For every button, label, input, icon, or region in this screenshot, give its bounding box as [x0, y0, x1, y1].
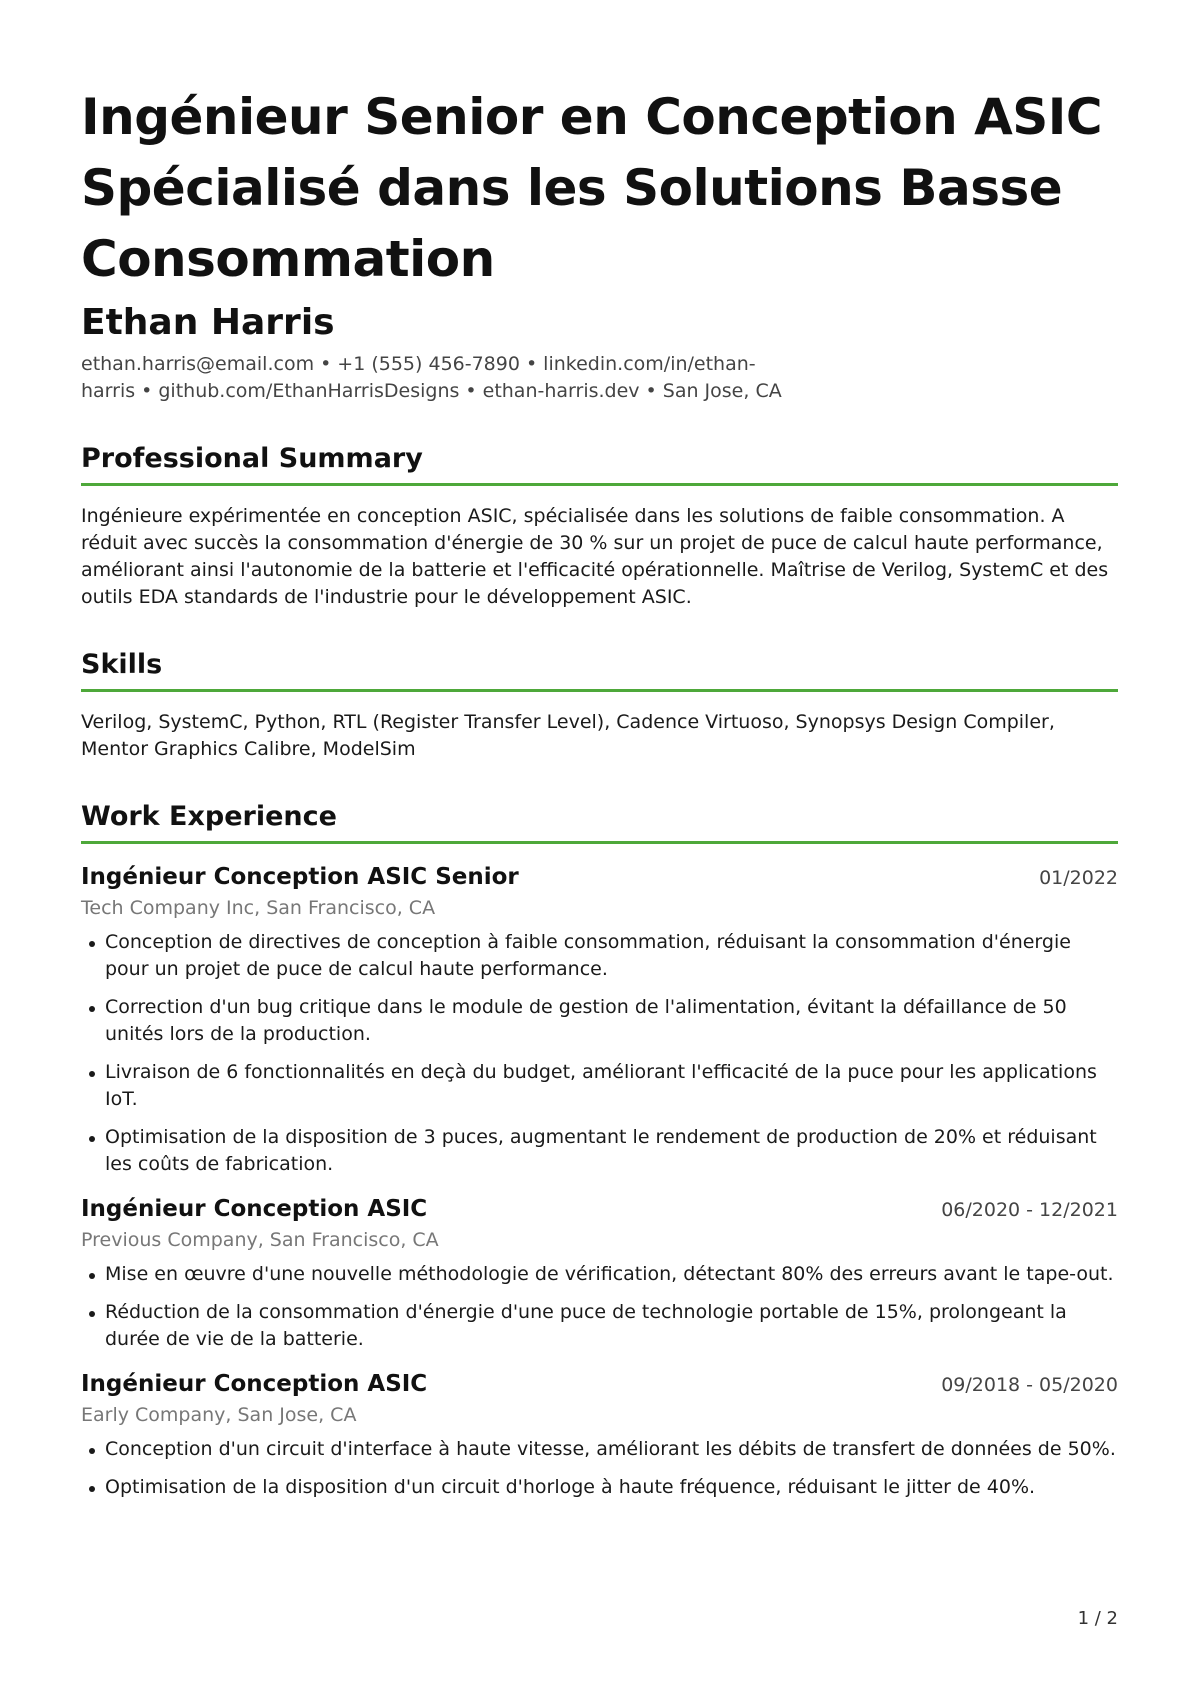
summary-text: Ingénieure expérimentée en conception ASIC, spécialisée dans les solutions de faible consommation. A réduit avec succès la consommation d'énergie de 30 % sur un projet de puce de calcul haute performance, améliorant ainsi l'autonomie de la batterie et l'efficacité opérationnelle. Maîtrise de Verilog, SystemC et des outils EDA standards de l'industrie pour le développement ASIC. [81, 505, 1109, 608]
job-title: Ingénieur Conception ASIC [81, 1371, 428, 1397]
contact-separator: • [141, 380, 153, 402]
contact-separator: • [645, 380, 657, 402]
job-title: Ingénieur Conception ASIC Senior [81, 864, 519, 890]
job-entry [81, 861, 1118, 1178]
job-date: 09/2018 - 05/2020 [941, 1374, 1118, 1396]
job-bullet: Optimisation de la disposition d'un circuit d'horloge à haute fréquence, réduisant le jitter de 40%. [81, 1474, 1118, 1501]
contact-separator: • [465, 380, 477, 402]
resume-title: Ingénieur Senior en Conception ASIC Spécialisé dans les Solutions Basse Consommation [81, 88, 1103, 288]
resume-page [81, 82, 1118, 1512]
job-title: Ingénieur Conception ASIC [81, 1196, 428, 1222]
contact-linkedin[interactable]: linkedin.com/in/ethan-harris [81, 353, 756, 402]
job-bullets [81, 929, 1118, 1178]
contact-github[interactable]: github.com/EthanHarrisDesigns [158, 380, 460, 402]
job-bullet: Mise en œuvre d'une nouvelle méthodologie de vérification, détectant 80% des erreurs avant le tape-out. [81, 1261, 1118, 1288]
job-company: Tech Company Inc, San Francisco, CA [81, 897, 436, 919]
job-bullet: Conception de directives de conception à faible consommation, réduisant la consommation d'énergie pour un projet de puce de calcul haute performance. [81, 929, 1118, 983]
contact-website[interactable]: ethan-harris.dev [482, 380, 640, 402]
contact-line [81, 351, 1118, 405]
skills-section [81, 647, 1118, 763]
job-bullet: Réduction de la consommation d'énergie d'une puce de technologie portable de 15%, prolongeant la durée de vie de la batterie. [81, 1299, 1118, 1353]
job-bullet: Optimisation de la disposition de 3 puces, augmentant le rendement de production de 20% et réduisant les coûts de fabrication. [81, 1124, 1118, 1178]
summary-heading: Professional Summary [81, 441, 1118, 486]
skills-heading: Skills [81, 647, 1118, 692]
job-entry [81, 1368, 1118, 1501]
job-date: 01/2022 [1039, 867, 1118, 889]
job-bullet: Correction d'un bug critique dans le module de gestion de l'alimentation, évitant la défaillance de 50 unités lors de la production. [81, 994, 1118, 1048]
contact-separator: • [320, 353, 332, 375]
job-bullets [81, 1261, 1118, 1353]
experience-heading: Work Experience [81, 799, 1118, 844]
skills-text: Verilog, SystemC, Python, RTL (Register Transfer Level), Cadence Virtuoso, Synopsys Design Compiler, Mentor Graphics Calibre, ModelSim [81, 711, 1055, 760]
job-entry [81, 1193, 1118, 1353]
job-company: Previous Company, San Francisco, CA [81, 1229, 439, 1251]
contact-email[interactable]: ethan.harris@email.com [81, 353, 315, 375]
experience-section [81, 799, 1118, 1501]
job-bullet: Conception d'un circuit d'interface à haute vitesse, améliorant les débits de transfert de données de 50%. [81, 1436, 1118, 1463]
job-date: 06/2020 - 12/2021 [941, 1199, 1118, 1221]
contact-phone[interactable]: +1 (555) 456-7890 [337, 353, 520, 375]
summary-section [81, 441, 1118, 611]
contact-location: San Jose, CA [662, 380, 782, 402]
job-bullets [81, 1436, 1118, 1501]
page-number: 1 / 2 [1077, 1608, 1118, 1629]
job-company: Early Company, San Jose, CA [81, 1404, 357, 1426]
contact-separator: • [525, 353, 538, 375]
job-bullet: Livraison de 6 fonctionnalités en deçà du budget, améliorant l'efficacité de la puce pour les applications IoT. [81, 1059, 1118, 1113]
candidate-name: Ethan Harris [81, 302, 335, 343]
